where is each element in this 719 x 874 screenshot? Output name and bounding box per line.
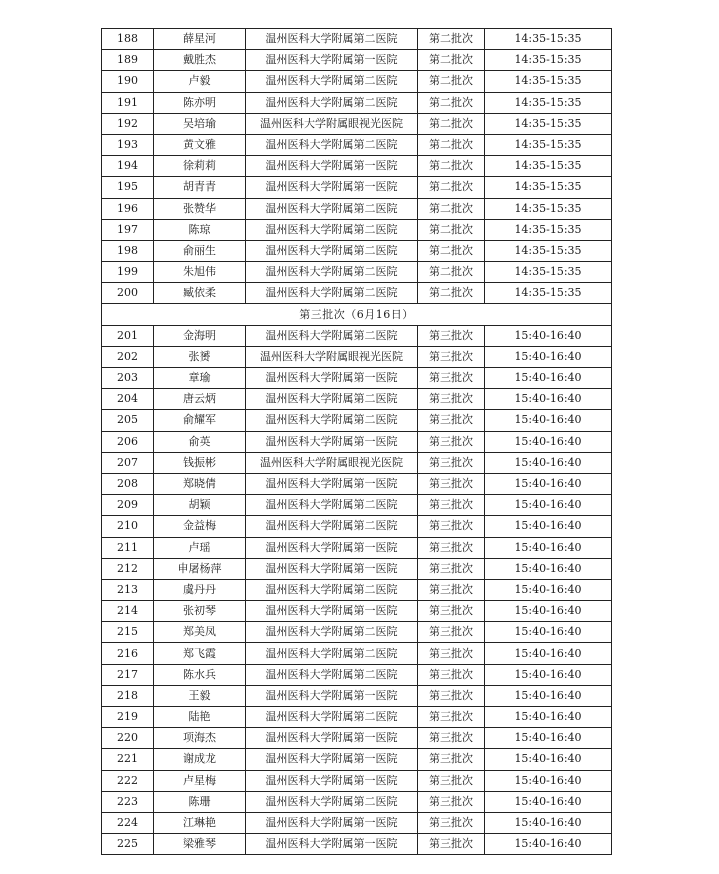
time-slot: 15:40-16:40 [485,368,612,389]
hospital-name: 温州医科大学附属第一医院 [246,537,418,558]
row-number: 217 [102,664,154,685]
table-row [102,707,612,728]
row-number: 220 [102,728,154,749]
person-name: 钱振彬 [154,452,246,473]
person-name: 申屠杨萍 [154,558,246,579]
hospital-name: 温州医科大学附属第二医院 [246,643,418,664]
person-name: 陈珊 [154,791,246,812]
time-slot: 15:40-16:40 [485,537,612,558]
table-row [102,834,612,855]
batch-label: 第三批次 [418,516,485,537]
batch-label: 第三批次 [418,346,485,367]
batch-label: 第二批次 [418,262,485,283]
person-name: 徐莉莉 [154,156,246,177]
hospital-name: 温州医科大学附属第一医院 [246,834,418,855]
hospital-name: 温州医科大学附属第二医院 [246,622,418,643]
hospital-name: 温州医科大学附属第二医院 [246,92,418,113]
time-slot: 14:35-15:35 [485,219,612,240]
table-row [102,749,612,770]
time-slot: 15:40-16:40 [485,664,612,685]
batch-label: 第三批次 [418,389,485,410]
hospital-name: 温州医科大学附属第二医院 [246,262,418,283]
batch-label: 第二批次 [418,134,485,155]
batch-label: 第三批次 [418,643,485,664]
time-slot: 15:40-16:40 [485,325,612,346]
person-name: 朱旭伟 [154,262,246,283]
batch-label: 第三批次 [418,325,485,346]
hospital-name: 温州医科大学附属眼视光医院 [246,113,418,134]
table-row [102,410,612,431]
hospital-name: 温州医科大学附属第二医院 [246,516,418,537]
hospital-name: 温州医科大学附属第二医院 [246,410,418,431]
person-name: 王毅 [154,685,246,706]
row-number: 216 [102,643,154,664]
batch-label: 第二批次 [418,50,485,71]
batch-label: 第三批次 [418,452,485,473]
hospital-name: 温州医科大学附属第二医院 [246,283,418,304]
hospital-name: 温州医科大学附属第二医院 [246,219,418,240]
person-name: 章瑜 [154,368,246,389]
person-name: 俞丽生 [154,240,246,261]
hospital-name: 温州医科大学附属第二医院 [246,240,418,261]
table-row [102,113,612,134]
hospital-name: 温州医科大学附属第一医院 [246,368,418,389]
person-name: 吴培瑜 [154,113,246,134]
time-slot: 15:40-16:40 [485,834,612,855]
table-row [102,601,612,622]
batch-label: 第二批次 [418,283,485,304]
table-row [102,198,612,219]
time-slot: 14:35-15:35 [485,92,612,113]
time-slot: 15:40-16:40 [485,431,612,452]
table-row [102,325,612,346]
batch-label: 第三批次 [418,579,485,600]
person-name: 项海杰 [154,728,246,749]
time-slot: 14:35-15:35 [485,134,612,155]
time-slot: 15:40-16:40 [485,579,612,600]
row-number: 221 [102,749,154,770]
table-row [102,622,612,643]
table-row [102,346,612,367]
row-number: 203 [102,368,154,389]
section-heading: 第三批次（6月16日） [102,304,612,325]
person-name: 江琳艳 [154,812,246,833]
batch-label: 第三批次 [418,770,485,791]
person-name: 郑晓倩 [154,473,246,494]
hospital-name: 温州医科大学附属第一医院 [246,50,418,71]
table-row [102,516,612,537]
time-slot: 15:40-16:40 [485,707,612,728]
hospital-name: 温州医科大学附属第一医院 [246,770,418,791]
table-row [102,283,612,304]
time-slot: 15:40-16:40 [485,643,612,664]
person-name: 陈琼 [154,219,246,240]
hospital-name: 温州医科大学附属第二医院 [246,495,418,516]
time-slot: 15:40-16:40 [485,452,612,473]
table-row [102,791,612,812]
row-number: 195 [102,177,154,198]
person-name: 胡颖 [154,495,246,516]
time-slot: 15:40-16:40 [485,770,612,791]
table-row [102,579,612,600]
table-row [102,495,612,516]
person-name: 郑飞霞 [154,643,246,664]
hospital-name: 温州医科大学附属第一医院 [246,728,418,749]
person-name: 郑美凤 [154,622,246,643]
batch-label: 第三批次 [418,368,485,389]
table-row [102,177,612,198]
time-slot: 15:40-16:40 [485,516,612,537]
table-row [102,664,612,685]
time-slot: 14:35-15:35 [485,177,612,198]
table-row [102,29,612,50]
batch-label: 第三批次 [418,537,485,558]
batch-label: 第二批次 [418,92,485,113]
batch-label: 第三批次 [418,495,485,516]
hospital-name: 温州医科大学附属第二医院 [246,198,418,219]
table-row [102,92,612,113]
time-slot: 15:40-16:40 [485,749,612,770]
person-name: 陈亦明 [154,92,246,113]
table-row [102,50,612,71]
row-number: 206 [102,431,154,452]
table-row [102,389,612,410]
row-number: 208 [102,473,154,494]
person-name: 戴胜杰 [154,50,246,71]
hospital-name: 温州医科大学附属第一医院 [246,177,418,198]
batch-label: 第三批次 [418,707,485,728]
batch-label: 第三批次 [418,558,485,579]
time-slot: 14:35-15:35 [485,50,612,71]
person-name: 金益梅 [154,516,246,537]
person-name: 陈水兵 [154,664,246,685]
person-name: 唐云炳 [154,389,246,410]
batch-label: 第三批次 [418,728,485,749]
person-name: 黄文雅 [154,134,246,155]
time-slot: 15:40-16:40 [485,346,612,367]
time-slot: 15:40-16:40 [485,685,612,706]
time-slot: 15:40-16:40 [485,473,612,494]
time-slot: 14:35-15:35 [485,71,612,92]
time-slot: 14:35-15:35 [485,262,612,283]
time-slot: 15:40-16:40 [485,622,612,643]
hospital-name: 温州医科大学附属第一医院 [246,812,418,833]
row-number: 194 [102,156,154,177]
hospital-name: 温州医科大学附属第二医院 [246,325,418,346]
row-number: 205 [102,410,154,431]
time-slot: 14:35-15:35 [485,198,612,219]
person-name: 陆艳 [154,707,246,728]
time-slot: 14:35-15:35 [485,156,612,177]
batch-label: 第二批次 [418,156,485,177]
hospital-name: 温州医科大学附属第一医院 [246,156,418,177]
batch-label: 第三批次 [418,601,485,622]
batch-label: 第二批次 [418,240,485,261]
table-row [102,134,612,155]
roster-body [102,29,612,855]
person-name: 张赞华 [154,198,246,219]
roster-table [101,28,612,855]
row-number: 210 [102,516,154,537]
person-name: 张初琴 [154,601,246,622]
row-number: 200 [102,283,154,304]
batch-label: 第二批次 [418,177,485,198]
table-row [102,728,612,749]
time-slot: 15:40-16:40 [485,812,612,833]
row-number: 198 [102,240,154,261]
hospital-name: 温州医科大学附属第一医院 [246,685,418,706]
person-name: 卢毅 [154,71,246,92]
table-row [102,473,612,494]
batch-label: 第三批次 [418,431,485,452]
time-slot: 14:35-15:35 [485,283,612,304]
row-number: 191 [102,92,154,113]
row-number: 207 [102,452,154,473]
person-name: 俞耀军 [154,410,246,431]
row-number: 225 [102,834,154,855]
time-slot: 15:40-16:40 [485,558,612,579]
hospital-name: 温州医科大学附属第一医院 [246,601,418,622]
table-row [102,452,612,473]
batch-label: 第三批次 [418,622,485,643]
table-row [102,643,612,664]
row-number: 215 [102,622,154,643]
row-number: 201 [102,325,154,346]
time-slot: 15:40-16:40 [485,791,612,812]
row-number: 222 [102,770,154,791]
hospital-name: 温州医科大学附属眼视光医院 [246,346,418,367]
person-name: 臧依柔 [154,283,246,304]
hospital-name: 温州医科大学附属第一医院 [246,749,418,770]
person-name: 卢星梅 [154,770,246,791]
table-row [102,240,612,261]
row-number: 188 [102,29,154,50]
hospital-name: 温州医科大学附属第二医院 [246,134,418,155]
hospital-name: 温州医科大学附属第一医院 [246,473,418,494]
row-number: 224 [102,812,154,833]
time-slot: 15:40-16:40 [485,495,612,516]
time-slot: 15:40-16:40 [485,410,612,431]
batch-label: 第三批次 [418,791,485,812]
table-row [102,537,612,558]
batch-label: 第三批次 [418,685,485,706]
hospital-name: 温州医科大学附属第二医院 [246,664,418,685]
hospital-name: 温州医科大学附属第二医院 [246,71,418,92]
row-number: 192 [102,113,154,134]
batch-label: 第二批次 [418,198,485,219]
batch-label: 第三批次 [418,664,485,685]
row-number: 202 [102,346,154,367]
person-name: 虞丹丹 [154,579,246,600]
table-row [102,262,612,283]
table-row [102,685,612,706]
hospital-name: 温州医科大学附属第一医院 [246,431,418,452]
person-name: 胡青青 [154,177,246,198]
batch-label: 第二批次 [418,29,485,50]
hospital-name: 温州医科大学附属第二医院 [246,579,418,600]
table-row [102,71,612,92]
row-number: 223 [102,791,154,812]
person-name: 俞英 [154,431,246,452]
batch-label: 第三批次 [418,749,485,770]
row-number: 189 [102,50,154,71]
section-heading-row [102,304,612,325]
row-number: 214 [102,601,154,622]
hospital-name: 温州医科大学附属眼视光医院 [246,452,418,473]
person-name: 谢成龙 [154,749,246,770]
hospital-name: 温州医科大学附属第一医院 [246,558,418,579]
table-row [102,431,612,452]
row-number: 209 [102,495,154,516]
table-row [102,219,612,240]
batch-label: 第二批次 [418,113,485,134]
time-slot: 14:35-15:35 [485,113,612,134]
person-name: 金海明 [154,325,246,346]
time-slot: 14:35-15:35 [485,240,612,261]
row-number: 212 [102,558,154,579]
table-row [102,770,612,791]
person-name: 薛星河 [154,29,246,50]
hospital-name: 温州医科大学附属第二医院 [246,29,418,50]
time-slot: 15:40-16:40 [485,728,612,749]
hospital-name: 温州医科大学附属第二医院 [246,389,418,410]
row-number: 219 [102,707,154,728]
batch-label: 第三批次 [418,834,485,855]
table-row [102,558,612,579]
row-number: 211 [102,537,154,558]
person-name: 卢瑶 [154,537,246,558]
row-number: 218 [102,685,154,706]
person-name: 张赟 [154,346,246,367]
row-number: 204 [102,389,154,410]
row-number: 213 [102,579,154,600]
row-number: 190 [102,71,154,92]
table-row [102,812,612,833]
batch-label: 第三批次 [418,410,485,431]
time-slot: 14:35-15:35 [485,29,612,50]
batch-label: 第三批次 [418,473,485,494]
time-slot: 15:40-16:40 [485,389,612,410]
hospital-name: 温州医科大学附属第二医院 [246,791,418,812]
person-name: 梁雅琴 [154,834,246,855]
time-slot: 15:40-16:40 [485,601,612,622]
row-number: 197 [102,219,154,240]
hospital-name: 温州医科大学附属第二医院 [246,707,418,728]
batch-label: 第二批次 [418,219,485,240]
row-number: 193 [102,134,154,155]
batch-label: 第三批次 [418,812,485,833]
batch-label: 第二批次 [418,71,485,92]
row-number: 196 [102,198,154,219]
table-row [102,368,612,389]
row-number: 199 [102,262,154,283]
table-row [102,156,612,177]
